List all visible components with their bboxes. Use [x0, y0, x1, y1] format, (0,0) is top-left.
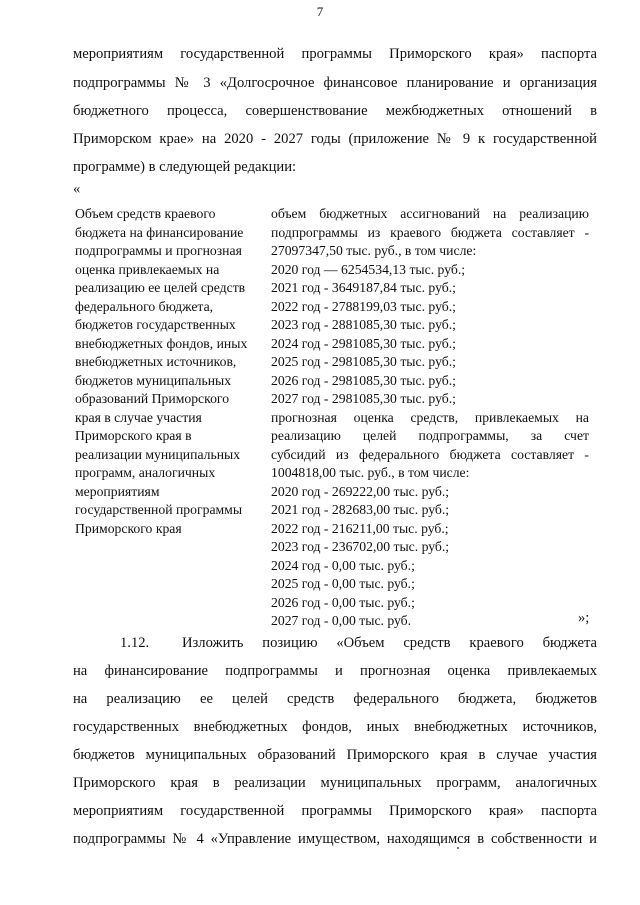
left-line: бюджетов муниципальных — [75, 372, 232, 388]
left-line: образований Приморского — [75, 391, 230, 406]
right-line: 2023 год - 2881085,30 тыс. руб.; — [271, 317, 456, 332]
right-line: 2024 год - 2981085,30 тыс. руб.; — [271, 335, 456, 351]
right-line: 27097347,50 тыс. руб., в том числе: — [271, 243, 477, 258]
right-line: реализацию целей подпрограммы, за счет — [271, 428, 589, 443]
left-line: государственной программы — [75, 502, 243, 517]
left-line: реализации муниципальных — [75, 446, 241, 462]
intro-line-3: бюджетного процесса, совершенствование межбюджетных отношений в — [73, 103, 597, 119]
right-line: 2026 год - 0,00 тыс. руб.; — [271, 594, 415, 610]
section-line-3: на реализацию ее целей средств федерального бюджета, бюджетов — [73, 691, 597, 707]
left-line: Объем средств краевого — [75, 206, 216, 221]
left-line: Приморского края в — [75, 428, 192, 443]
right-line: 2022 год - 2788199,03 тыс. руб.; — [271, 298, 456, 314]
right-line: 2024 год - 0,00 тыс. руб.; — [271, 557, 415, 573]
left-line: внебюджетных источников, — [75, 354, 237, 369]
right-line: 2027 год - 2981085,30 тыс. руб.; — [271, 391, 456, 406]
close-quote: »; — [578, 610, 590, 626]
section-line-2: на финансирование подпрограммы и прогнозная оценка привлекаемых — [73, 663, 597, 679]
intro-line-2: подпрограммы № 3 «Долгосрочное финансовое планирование и организация — [73, 75, 597, 91]
left-line: внебюджетных фондов, иных — [75, 335, 248, 351]
section-line-8: подпрограммы № 4 «Управление имуществом, находящимся в собственности и — [73, 831, 597, 847]
right-line: 2023 год - 236702,00 тыс. руб.; — [271, 539, 450, 554]
page-number: 7 — [316, 4, 324, 19]
section-line-6: Приморского края в реализации муниципальных программ, аналогичных — [73, 775, 597, 791]
left-line: мероприятиям — [75, 483, 160, 499]
right-line: 2025 год - 2981085,30 тыс. руб.; — [271, 354, 456, 369]
stray-dot — [457, 847, 459, 849]
section-line-1: Изложить позицию «Объем средств краевого бюджета — [182, 635, 597, 651]
right-line: 1004818,00 тыс. руб., в том числе: — [271, 465, 470, 480]
section-line-4: государственных внебюджетных фондов, иных внебюджетных источников, — [73, 719, 597, 735]
right-line: 2020 год - 269222,00 тыс. руб.; — [271, 483, 450, 499]
section-line-7: мероприятиям государственной программы Приморского края» паспорта — [73, 803, 597, 819]
table-right-column — [271, 205, 589, 631]
left-line: бюджетов государственных — [75, 317, 236, 332]
intro-line-5: программе) в следующей редакции: — [73, 159, 297, 175]
right-line: 2020 год — 6254534,13 тыс. руб.; — [271, 261, 466, 277]
left-line: реализацию ее целей средств — [75, 280, 246, 295]
right-line: 2022 год - 216211,00 тыс. руб.; — [271, 520, 449, 536]
left-line: федерального бюджета, — [75, 298, 214, 314]
intro-line-4: Приморском крае» на 2020 - 2027 годы (приложение № 9 к государственной — [73, 131, 597, 147]
section-line-5: бюджетов муниципальных образований Приморского края в случае участия — [73, 747, 597, 763]
right-line: прогнозная оценка средств, привлекаемых на — [271, 409, 589, 425]
left-line: подпрограммы и прогнозная — [75, 243, 242, 258]
section-number: 1.12. — [120, 635, 150, 651]
right-line: объем бюджетных ассигнований на реализацию — [271, 206, 589, 221]
right-line: 2025 год - 0,00 тыс. руб.; — [271, 576, 415, 591]
intro-line-1: мероприятиям государственной программы Приморского края» паспорта — [73, 46, 597, 62]
left-line: края в случае участия — [75, 409, 202, 425]
right-line: 2026 год - 2981085,30 тыс. руб.; — [271, 372, 456, 388]
open-quote: « — [73, 181, 81, 197]
right-line: подпрограммы из краевого бюджета составляет - — [271, 224, 589, 240]
left-line: бюджета на финансирование — [75, 224, 244, 240]
left-line: оценка привлекаемых на — [75, 261, 220, 277]
table-left-column — [75, 205, 270, 538]
left-line: программ, аналогичных — [75, 465, 216, 480]
right-line: 2021 год - 282683,00 тыс. руб.; — [271, 502, 450, 517]
right-line: 2021 год - 3649187,84 тыс. руб.; — [271, 280, 456, 295]
right-line: субсидий из федерального бюджета составляет - — [271, 446, 589, 462]
right-line: 2027 год - 0,00 тыс. руб. — [271, 613, 412, 628]
left-line: Приморского края — [75, 520, 182, 536]
